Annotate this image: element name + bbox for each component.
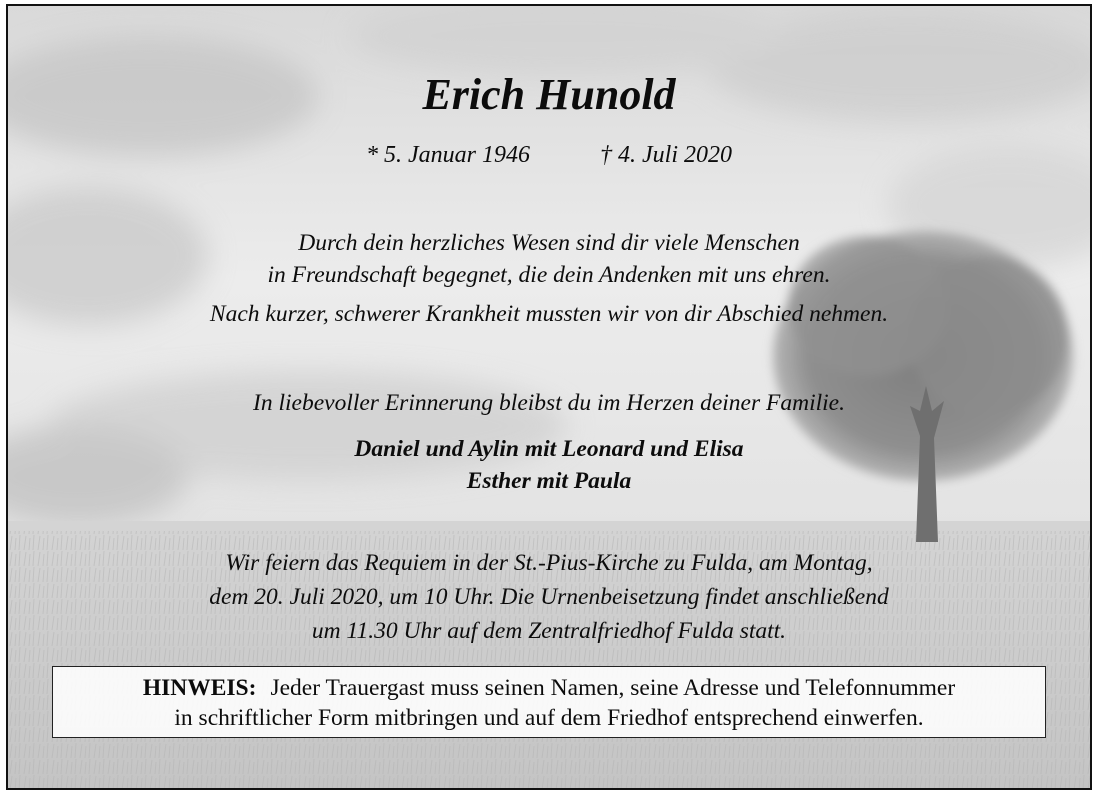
death-date: † 4. Juli 2020 [600, 142, 732, 168]
deceased-name: Erich Hunold [422, 70, 676, 119]
birth-date: * 5. Januar 1946 [366, 142, 530, 168]
notice-label: HINWEIS: [142, 675, 257, 701]
verse-line-1: Durch dein herzliches Wesen sind dir viele Menschen [298, 230, 800, 256]
life-dates [8, 140, 1090, 170]
notice-line-2: in schriftlicher Form mitbringen und auf dem Friedhof entsprechend einwerfen. [174, 705, 924, 731]
notice-box [52, 666, 1046, 738]
service-line-2: dem 20. Juli 2020, um 10 Uhr. Die Urnenbeisetzung findet anschließend [209, 584, 889, 610]
notice-text-1: Jeder Trauergast muss seinen Namen, seine Adresse und Telefonnummer [270, 675, 956, 701]
notice-line-1 [53, 673, 1045, 703]
family-line-2: Esther mit Paula [466, 468, 632, 494]
verse-line-3: Nach kurzer, schwerer Krankheit mussten wir von dir Abschied nehmen. [209, 301, 889, 327]
service-line-3: um 11.30 Uhr auf dem Zentralfriedhof Fulda statt. [311, 618, 787, 644]
remembrance-line: In liebevoller Erinnerung bleibst du im Herzen deiner Familie. [253, 390, 845, 416]
obituary-text-block [8, 6, 1090, 788]
obituary-card [6, 4, 1092, 790]
service-line-1: Wir feiern das Requiem in der St.-Pius-Kirche zu Fulda, am Montag, [225, 550, 873, 576]
family-line-1: Daniel und Aylin mit Leonard und Elisa [354, 436, 744, 462]
verse-line-2: in Freundschaft begegnet, die dein Andenken mit uns ehren. [267, 262, 831, 288]
